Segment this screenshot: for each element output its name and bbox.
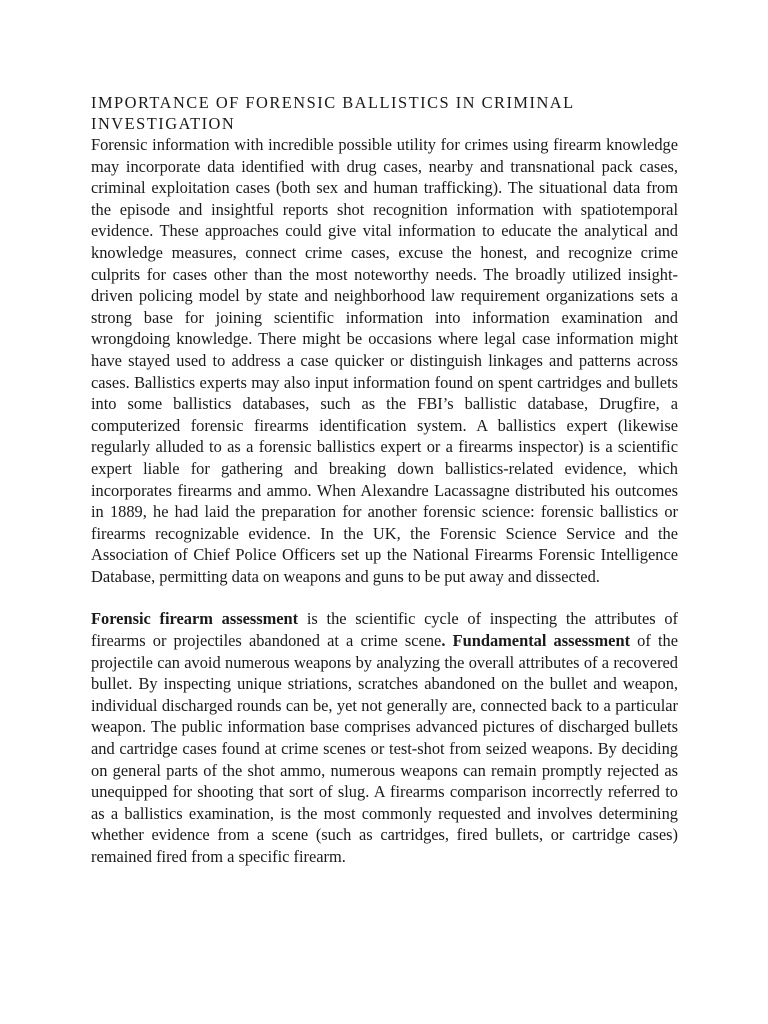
document-page — [91, 92, 678, 868]
paragraph-1: Forensic information with incredible possible utility for crimes using firearm knowledge may incorporate data identified with drug cases, nearby and transnational pack cases, criminal exploitation cases (both sex and human trafficking). The situational data from the episode and insightful reports shot recognition information with spatiotemporal evidence. These approaches could give vital information to educate the analytical and knowledge measures, connect crime cases, excuse the honest, and recognize crime culprits for cases other than the most noteworthy needs. The broadly utilized insight-driven policing model by state and neighborhood law requirement organizations sets a strong base for joining scientific information into information examination and wrongdoing knowledge. There might be occasions where legal case information might have stayed used to address a case quicker or distinguish linkages and patterns across cases. Ballistics experts may also input information found on spent cartridges and bullets into some ballistics databases, such as the FBI’s ballistic database, Drugfire, a computerized forensic firearms identification system. A ballistics expert (likewise regularly alluded to as a forensic ballistics expert or a firearms inspector) is a scientific expert liable for gathering and breaking down ballistics-related evidence, which incorporates firearms and ammo. When Alexandre Lacassagne distributed his outcomes in 1889, he had laid the preparation for another forensic science: forensic ballistics or firearms recognizable evidence. In the UK, the Forensic Science Service and the Association of Chief Police Officers set up the National Firearms Forensic Intelligence Database, permitting data on weapons and guns to be put away and dissected. — [91, 135, 678, 586]
paragraph-2-text-2: of the projectile can avoid numerous weapons by analyzing the overall attributes of a recovered bullet. By inspecting unique striations, scratches abandoned on the bullet and weapon, individual discharged rounds can be, yet not generally are, connected back to a particular weapon. The public information base comprises advanced pictures of discharged bullets and cartridge cases found at crime scenes or test-shot from seized weapons. By deciding on general parts of the shot ammo, numerous weapons can remain promptly rejected as unequipped for shooting that sort of slug. A firearms comparison incorrectly referred to as a ballistics examination, is the most commonly requested and involves determining whether evidence from a scene (such as cartridges, fired bullets, or cartridge cases) remained fired from a specific firearm. — [91, 631, 678, 866]
paragraph-2-text-1: is the scientific cycle of inspecting the attributes of firearms or projectiles abandoned at a crime scene — [91, 609, 678, 651]
paragraph-2-period: . — [441, 631, 446, 651]
term-fundamental-assessment: Fundamental assessment — [445, 631, 631, 651]
document-title: IMPORTANCE OF FORENSIC BALLISTICS IN CRIMINAL INVESTIGATION — [91, 93, 575, 133]
term-forensic-firearm-assessment: Forensic firearm assessment — [91, 609, 299, 629]
paragraph-2 — [91, 608, 678, 867]
